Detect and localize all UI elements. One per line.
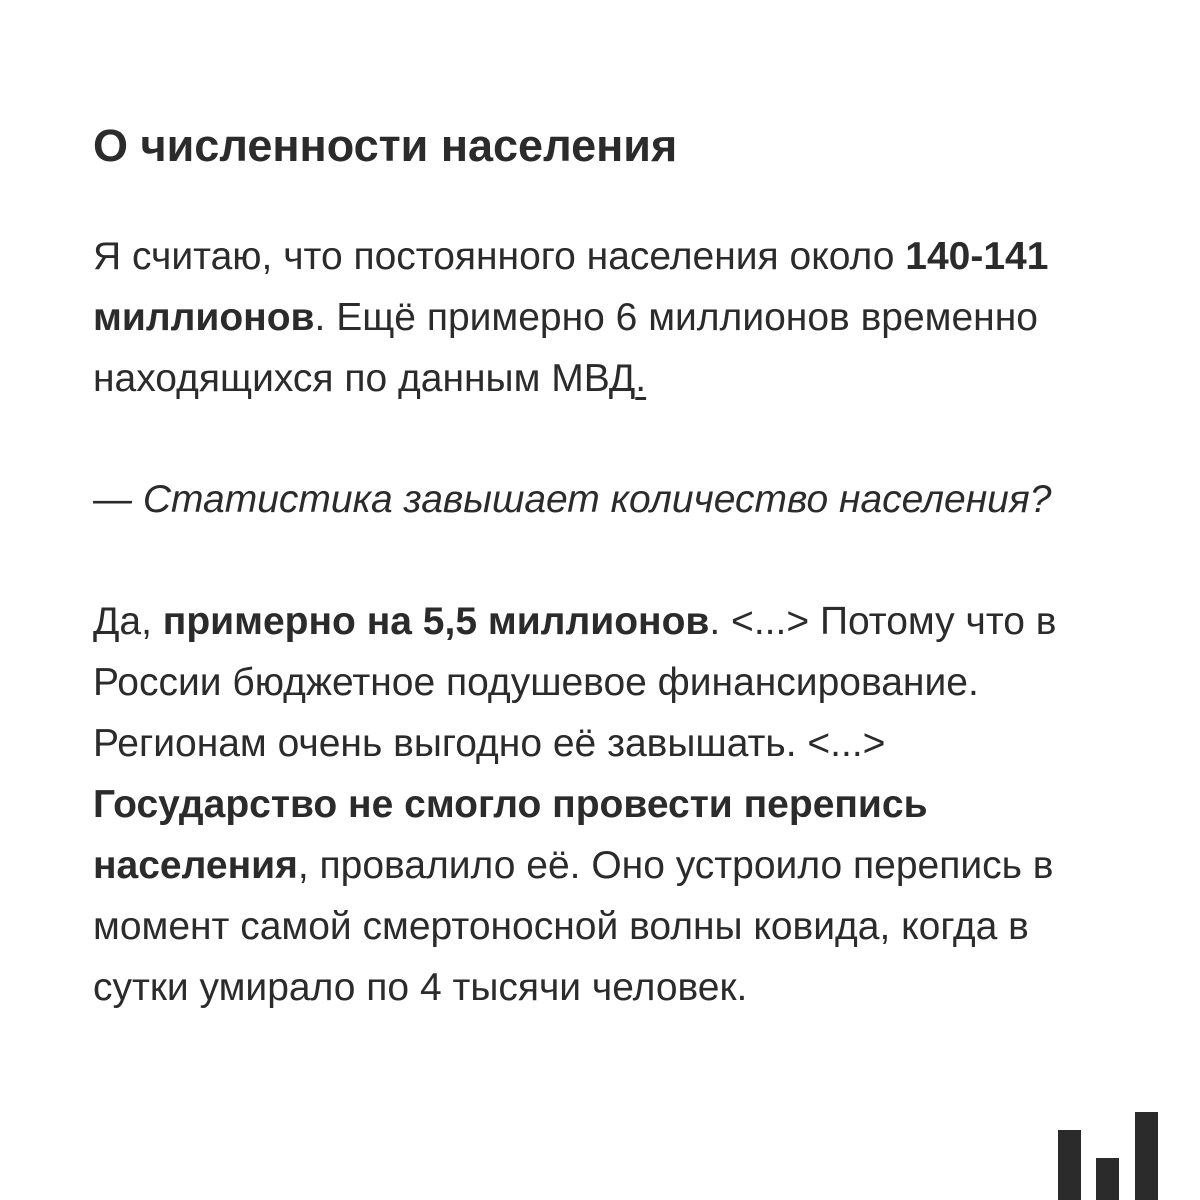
paragraph-1-text-2: . Ещё примерно 6 миллионов временно находящихся по данным МВД [93, 296, 1038, 400]
paragraph-2-text-2: . <...> Потому что в России бюджетное подушевое финансирование. Регионам очень выгодно её завышать. <...> [93, 600, 1057, 765]
logo-bar-2 [1096, 1158, 1119, 1200]
page-title: О численности населения [93, 120, 678, 171]
spacer [93, 530, 1123, 591]
paragraph-1-text-1: Я считаю, что постоянного населения около [93, 235, 906, 278]
paragraph-2-bold-2: Государство не смогло провести перепись населения [93, 783, 928, 887]
paragraph-answer-1 [93, 226, 1123, 409]
interview-question: — Статистика завышает количество населения? [93, 478, 1052, 521]
paragraph-2-text-3: , провалило её. Оно устроило перепись в момент самой смертоносной волны ковида, когда в сутки умирало по 4 тысячи человек. [93, 844, 1054, 1009]
paragraph-2-text-1: Да, [93, 600, 163, 643]
spacer [93, 409, 1123, 469]
paragraph-1-bold-1: 140-141 миллионов [93, 235, 1049, 339]
logo-bar-3 [1135, 1112, 1158, 1200]
logo-bar-1 [1058, 1130, 1081, 1200]
bar-chart-logo-icon [1058, 1112, 1158, 1200]
article-card [93, 110, 1123, 1018]
footnote-link[interactable]: . [635, 357, 647, 400]
paragraph-answer-2 [93, 591, 1123, 1018]
paragraph-2-bold-1: примерно на 5,5 миллионов [162, 600, 710, 643]
